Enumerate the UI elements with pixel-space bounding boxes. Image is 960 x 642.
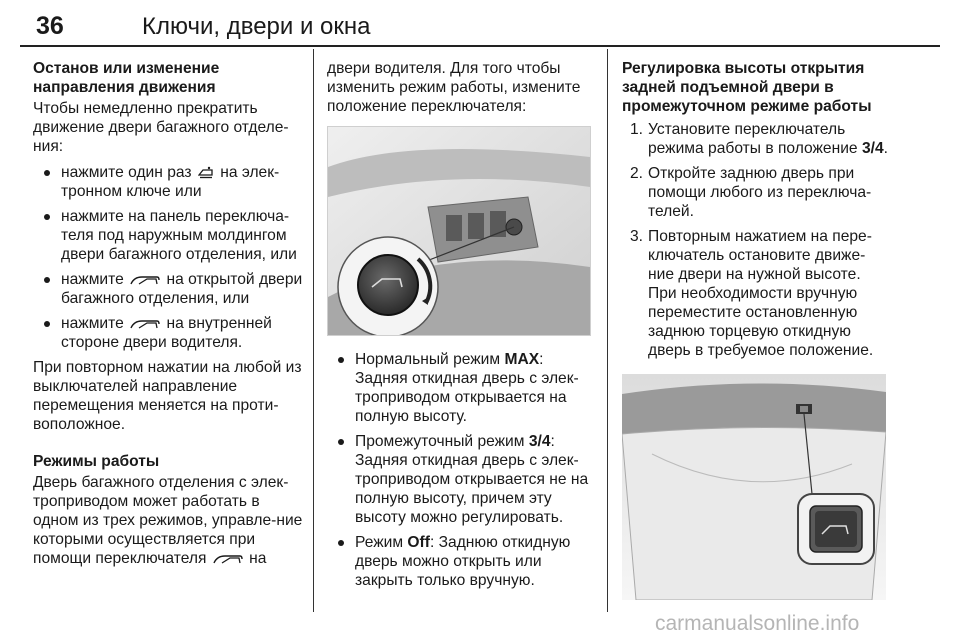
list-item: 1. Установите переключатель режима работы в положение 3/4.: [630, 121, 888, 157]
header-divider: [20, 45, 940, 47]
step-list: [622, 120, 888, 360]
column-3: [622, 59, 888, 610]
bullet-list: [33, 163, 305, 352]
tailgate-icon: [213, 553, 243, 565]
list-item: 3. Повторным нажатием на пере-ключатель остановите движе-ние двери на нужной высоте. При необходимости вручную переместите остановленную заднюю торцевую откидную дверь в требуемое положение.: [630, 228, 874, 359]
driver-door-switch-illustration: [327, 126, 591, 336]
page-header: [20, 10, 940, 46]
mode-three-quarter: 3/4: [528, 433, 551, 450]
list-item: 2. Откройте заднюю дверь при помощи любого из переключа-телей.: [630, 165, 872, 220]
paragraph: двери водителя. Для того чтобы изменить режим работы, измените положение переключателя:: [327, 60, 581, 115]
column-divider: [313, 49, 314, 612]
list-item: нажмите на открытой двери багажного отделения, или: [33, 270, 305, 308]
list-item: Промежуточный режим 3/4: Задняя откидная дверь с элек-троприводом открывается не на полную высоту, причем эту высоту можно регулировать.: [327, 432, 593, 527]
mode-list: [327, 350, 593, 590]
page-number: 36: [36, 12, 64, 40]
paragraph: Дверь багажного отделения с элек-троприводом может работать в одном из трех режимов, управле-ние которыми осуществляется при помощи переключателя на: [33, 474, 303, 567]
column-divider: [607, 49, 608, 612]
list-item: Нормальный режим MAX: Задняя откидная дверь с элек-троприводом открывается на полную высоту.: [327, 350, 593, 426]
list-item: нажмите один раз на элек-тронном ключе или: [33, 163, 305, 201]
mode-off: Off: [407, 534, 430, 551]
mode-max: MAX: [504, 351, 540, 368]
tailgate-icon: [130, 318, 160, 330]
tailgate-icon: [130, 274, 160, 286]
section-heading-height: Регулировка высоты открытия задней подъемной двери в промежуточном режиме работы: [622, 60, 872, 115]
paragraph: При повторном нажатии на любой из выключателей направление перемещения меняется на проти-воположное.: [33, 359, 302, 433]
key-fob-tailgate-icon: [198, 166, 214, 180]
column-2: [327, 59, 593, 596]
column-1: [33, 59, 305, 568]
paragraph: Чтобы немедленно прекратить движение двери багажного отделе-ния:: [33, 100, 289, 155]
watermark: carmanualsonline.info: [655, 612, 860, 635]
list-item: нажмите на внутренней стороне двери водителя.: [33, 314, 305, 352]
list-item: Режим Off: Заднюю откидную дверь можно открыть или закрыть только вручную.: [327, 533, 593, 590]
list-item: нажмите на панель переключа-теля под наружным молдингом двери багажного отделения, или: [33, 207, 305, 264]
tailgate-switch-illustration: [622, 374, 886, 600]
section-heading-modes: Режимы работы: [33, 453, 160, 470]
chapter-title: Ключи, двери и окна: [142, 13, 371, 40]
section-heading-stop: Останов или изменение направления движения: [33, 60, 220, 96]
